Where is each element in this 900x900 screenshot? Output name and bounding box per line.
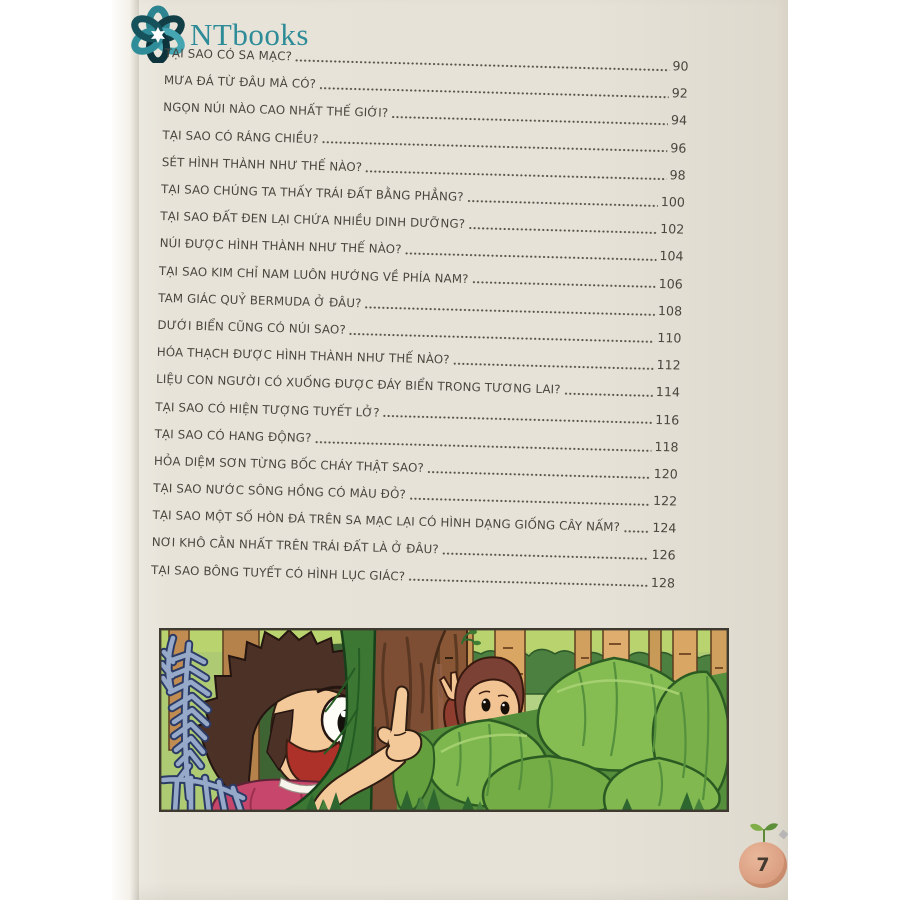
toc-entry-title: SÉT HÌNH THÀNH NHƯ THẾ NÀO? <box>161 154 363 175</box>
toc-dot-leader <box>315 441 651 452</box>
toc-dot-leader <box>443 553 649 561</box>
toc-entry-title: TẠI SAO CÓ RÁNG CHIỀU? <box>162 127 319 146</box>
page-number-badge <box>737 820 803 890</box>
toc-entry-title: TẠI SAO KIM CHỈ NAM LUÔN HƯỚNG VỀ PHÍA NAM? <box>158 263 469 286</box>
toc-dot-leader <box>624 530 649 533</box>
toc-entry-page-number: 104 <box>659 248 684 265</box>
toc-entry-page-number: 106 <box>658 275 683 292</box>
toc-entry-page-number: 128 <box>650 574 676 591</box>
page-number-circle <box>739 842 787 888</box>
monkey-eye <box>501 702 510 715</box>
book-page <box>112 0 788 900</box>
toc-dot-leader <box>468 200 658 207</box>
toc-entry-title: TẠI SAO MỘT SỐ HÒN ĐÁ TRÊN SA MẠC LẠI CÓ HÌNH DẠNG GIỐNG CÂY NẤM? <box>152 508 621 535</box>
toc-dot-leader <box>472 282 655 289</box>
toc-dot-leader <box>350 333 655 343</box>
toc-dot-leader <box>409 579 648 587</box>
toc-entry-page-number: 120 <box>653 465 679 482</box>
page-left-edge <box>112 0 139 900</box>
toc-entry-title: MƯA ĐÁ TỪ ĐÂU MÀ CÓ? <box>163 73 317 92</box>
sprout-icon <box>749 820 779 842</box>
toc-dot-leader <box>428 471 651 479</box>
toc-entry-title: HỎA DIỆM SƠN TỪNG BỐC CHÁY THẬT SAO? <box>153 453 425 475</box>
toc-entry-title: NƠI KHÔ CẰN NHẤT TRÊN TRÁI ĐẤT LÀ Ở ĐÂU? <box>151 535 439 557</box>
toc-entry-page-number: 116 <box>655 411 680 428</box>
toc-dot-leader <box>296 59 670 71</box>
toc-entry-title: TẠI SAO CÓ HIỆN TƯỢNG TUYẾT LỞ? <box>155 399 380 420</box>
toc-dot-leader <box>322 142 667 153</box>
toc-dot-leader <box>565 393 653 397</box>
toc-entry-title: TAM GIÁC QUỶ BERMUDA Ở ĐÂU? <box>158 290 362 311</box>
toc-entry-page-number: 112 <box>656 357 681 373</box>
toc-entry-page-number: 102 <box>659 221 685 237</box>
toc-entry-title: LIỆU CON NGƯỜI CÓ XUỐNG ĐƯỢC ĐÁY BIỂN TRONG TƯƠNG LAI? <box>155 372 561 397</box>
toc-entry-title: TẠI SAO BÔNG TUYẾT CÓ HÌNH LỤC GIÁC? <box>150 562 406 584</box>
toc-dot-leader <box>410 497 650 505</box>
toc-entry-page-number: 122 <box>652 493 678 509</box>
speck-decoration <box>779 830 789 840</box>
toc-dot-leader <box>366 170 667 180</box>
toc-dot-leader <box>469 227 657 234</box>
toc-entry-title: DƯỚI BIỂN CŨNG CÓ NÚI SAO? <box>157 317 347 337</box>
forest-illustration-svg <box>159 628 729 812</box>
toc-dot-leader <box>454 363 654 370</box>
table-of-contents <box>151 40 689 597</box>
toc-entry-page-number: 114 <box>655 384 681 400</box>
toc-entry-title: TẠI SAO ĐẤT ĐEN LẠI CHỨA NHIỀU DINH DƯỠNG? <box>160 209 466 232</box>
toc-entry-title: TẠI SAO NƯỚC SÔNG HỒNG CÓ MÀU ĐỎ? <box>153 480 407 502</box>
monkey-eye <box>482 699 491 712</box>
toc-entry-page-number: 124 <box>652 520 677 536</box>
toc-entry-title: NGỌN NÚI NÀO CAO NHẤT THẾ GIỚI? <box>163 100 389 121</box>
toc-entry-page-number: 90 <box>672 58 689 74</box>
toc-dot-leader <box>320 87 669 98</box>
forest-illustration <box>159 628 729 812</box>
page-number: 7 <box>756 854 770 876</box>
toc-entry-title: TẠI SAO CÓ HANG ĐỘNG? <box>154 426 312 445</box>
toc-entry-title: TẠI SAO CHÚNG TA THẤY TRÁI ĐẤT BẰNG PHẲNG? <box>160 181 464 204</box>
toc-entry-title: NÚI ĐƯỢC HÌNH THÀNH NHƯ THẾ NÀO? <box>159 236 402 257</box>
toc-entry-page-number: 100 <box>660 194 686 210</box>
toc-entry-page-number: 94 <box>670 112 688 129</box>
toc-dot-leader <box>392 116 668 125</box>
toc-entry-title: HÓA THẠCH ĐƯỢC HÌNH THÀNH NHƯ THẾ NÀO? <box>156 345 450 367</box>
toc-entry-page-number: 126 <box>651 547 676 564</box>
toc-entry-page-number: 110 <box>657 329 682 346</box>
toc-entry-page-number: 96 <box>670 139 687 156</box>
toc-dot-leader <box>365 306 655 316</box>
toc-entry-page-number: 92 <box>671 85 688 101</box>
toc-dot-leader <box>405 253 656 262</box>
toc-dot-leader <box>383 415 652 424</box>
toc-entry-page-number: 98 <box>669 167 686 183</box>
toc-entry-page-number: 118 <box>654 438 679 455</box>
brand-name: NTbooks <box>190 17 309 52</box>
toc-entry-page-number: 108 <box>657 302 683 319</box>
toc-entry-title: TẠI SAO CÓ SA MẠC? <box>164 46 293 64</box>
toc-row <box>151 556 675 590</box>
